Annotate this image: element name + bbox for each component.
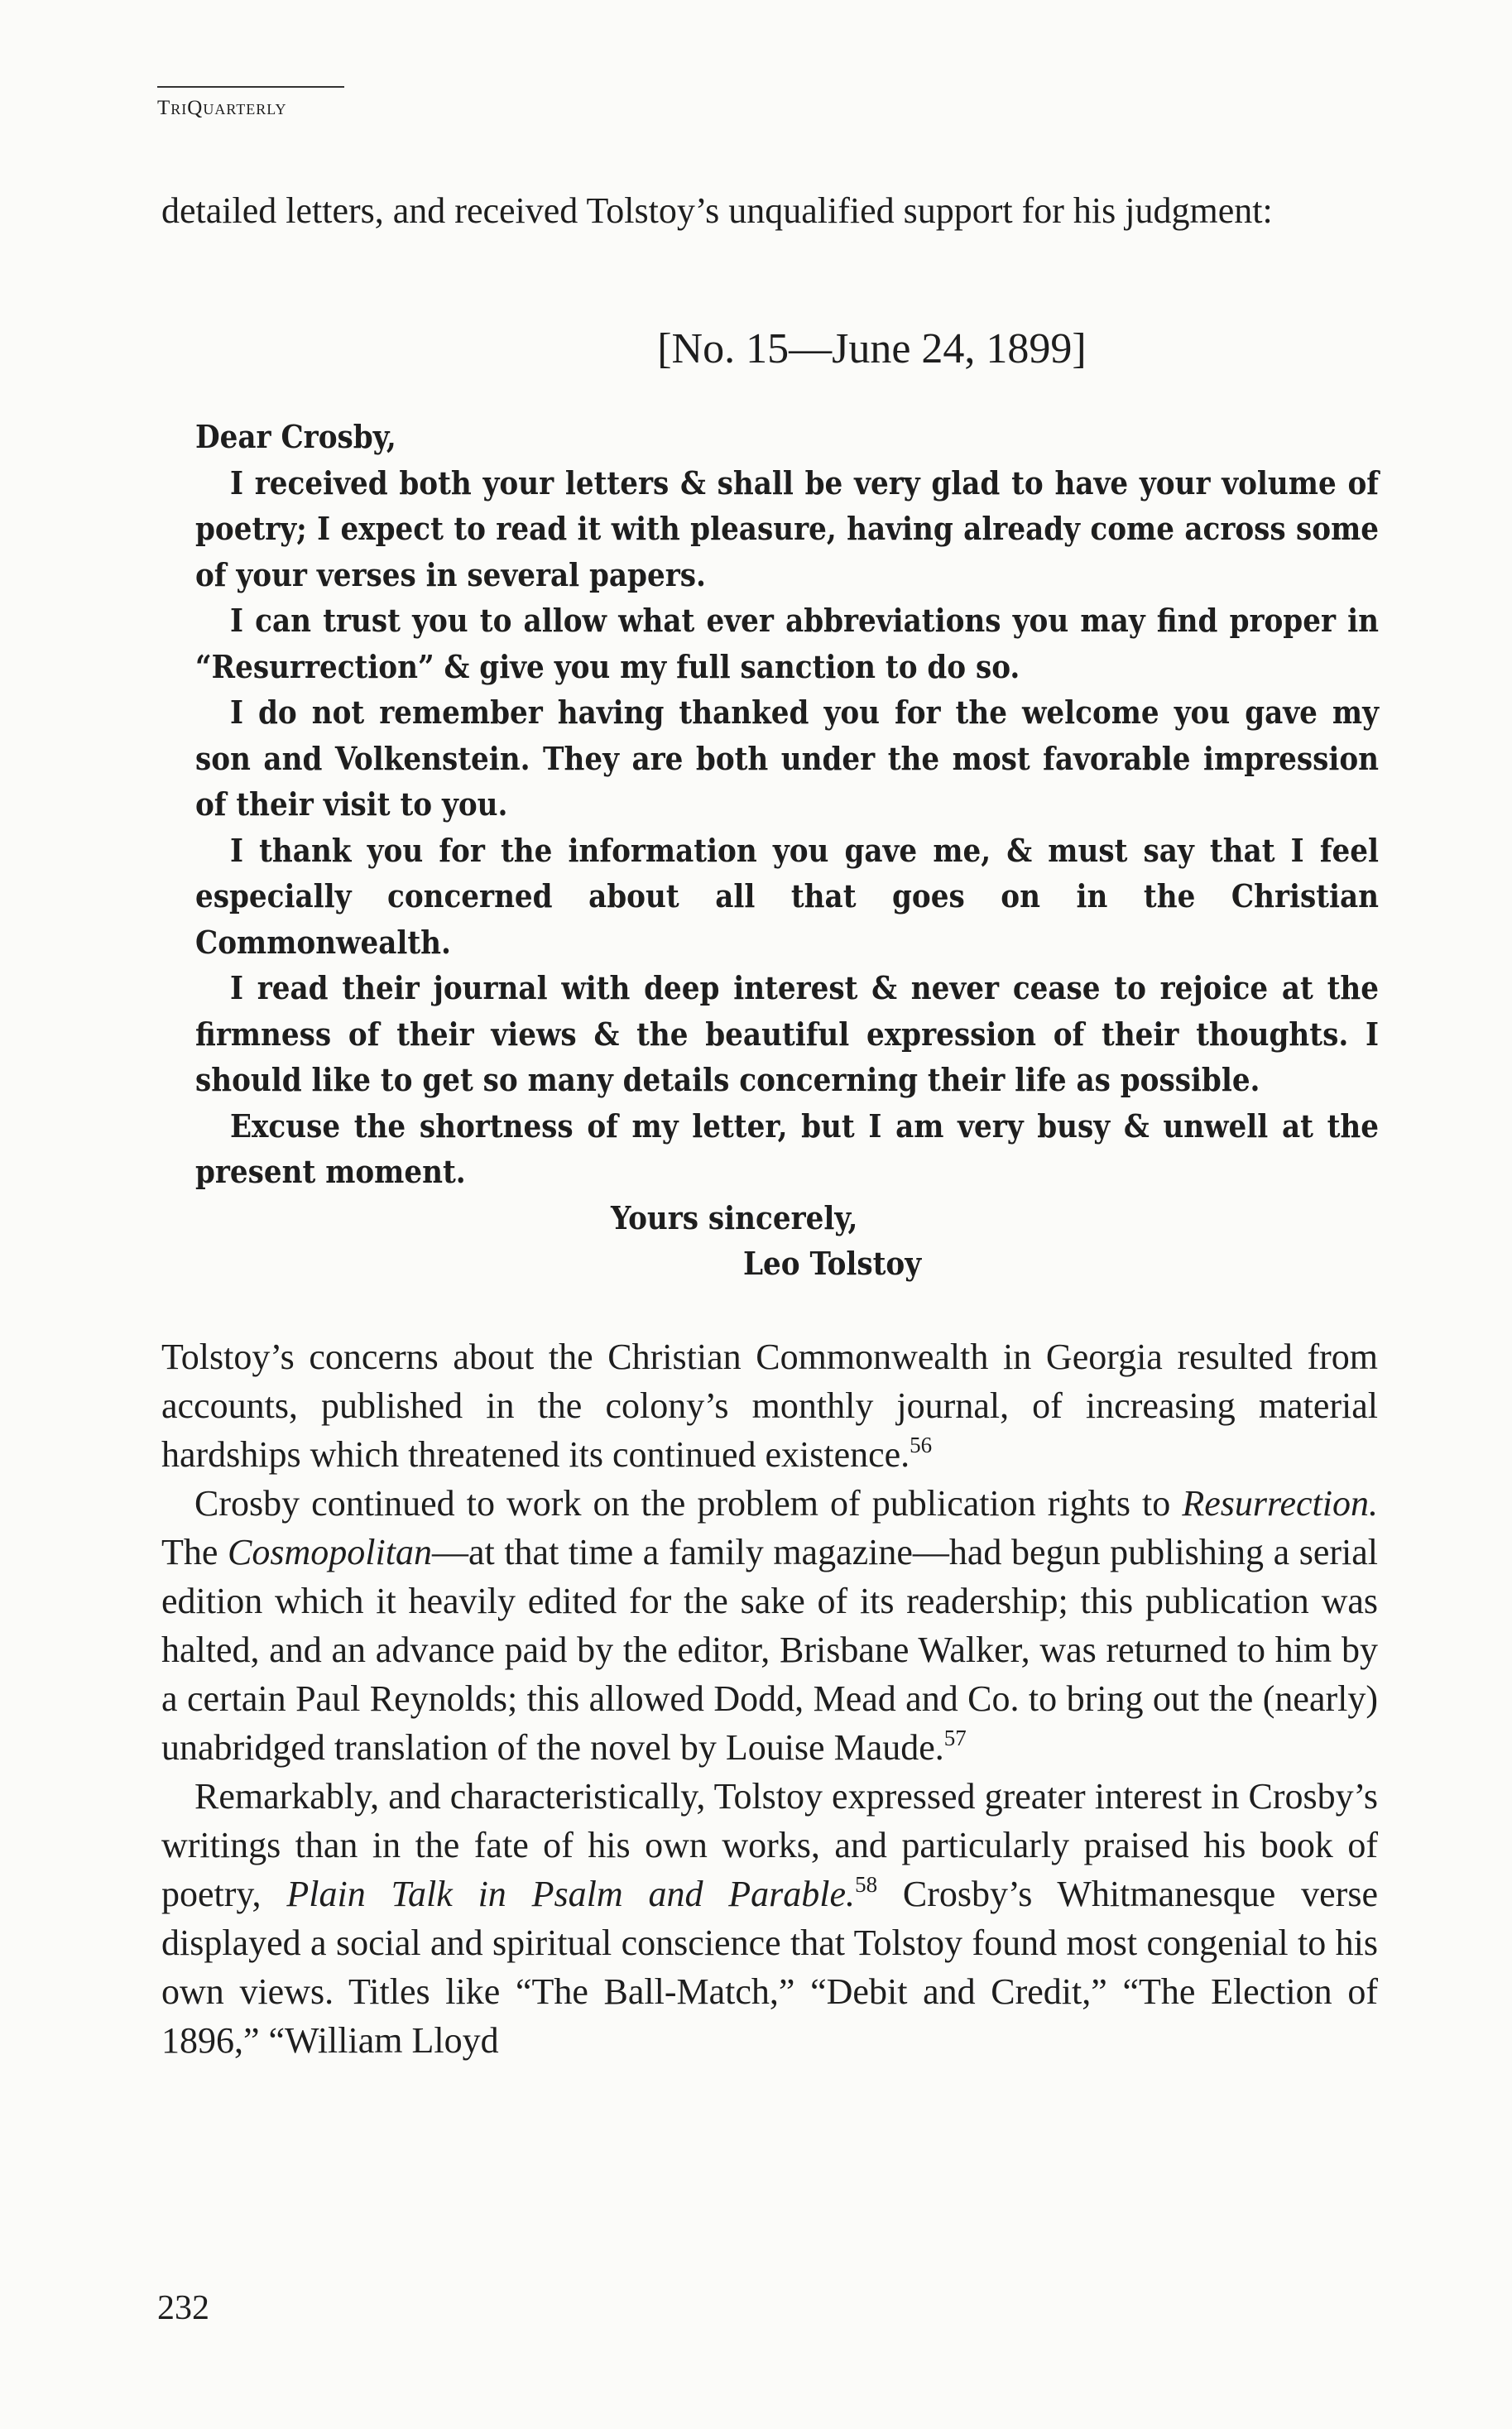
- body-paragraph: [161, 1332, 1378, 1479]
- letter-signature: Leo Tolstoy: [743, 1245, 922, 1282]
- letter-paragraph: I read their journal with deep interest & never cease to rejoice at the firmness of their views & the beautiful expression of their thoughts. I should like to get so many details concerning their life as possible.: [195, 969, 1379, 1098]
- body-text-run: Tolstoy’s concerns about the Christian Commonwealth in Georgia resulted from accounts, published in the colony’s monthly journal, of increasing material hardships which threatened its continued existence.: [161, 1337, 1378, 1475]
- body-text: [161, 1332, 1378, 2065]
- running-head-rule: [157, 86, 344, 88]
- letter-block: [195, 414, 1379, 1287]
- work-title: Resurrection.: [1182, 1483, 1378, 1524]
- running-head: [157, 98, 286, 118]
- body-text-run: —at that time a family magazine—had begun publishing a serial edition which it heavily edited for the sake of its readership; this publication was halted, and an advance paid by the editor, Brisbane Walker, was returned to him by a certain Paul Reynolds; this allowed Dodd, Mead and Co. to bring out the (nearly) unabridged translation of the novel by Louise Maude.: [161, 1532, 1379, 1768]
- body-paragraph: [161, 1772, 1378, 2065]
- journal-title: TriQuarterly: [157, 97, 287, 119]
- letter-paragraph: I received both your letters & shall be very glad to have your volume of poetry; I expect to read it with pleasure, having already come across some of your verses in several papers.: [195, 463, 1379, 593]
- intro-paragraph: detailed letters, and received Tolstoy’s unqualified support for his judgment:: [161, 190, 1273, 231]
- page-number: 232: [157, 2289, 209, 2327]
- letter-salutation: Dear Crosby,: [195, 418, 396, 455]
- body-paragraph: [161, 1479, 1378, 1772]
- work-title: Plain Talk in Psalm and Parable.: [286, 1874, 856, 1914]
- body-text-run: The: [161, 1532, 228, 1572]
- letter-paragraph: I thank you for the information you gave me, & must say that I feel especially concerned about all that goes on in the Christian Commonwealth.: [195, 831, 1379, 961]
- body-text-run: Remarkably, and characteristically, Tolstoy expressed greater interest in Crosby’s writings than in the fate of his own works, and particularly praised his book of poetry,: [161, 1776, 1378, 1914]
- footnote-ref[interactable]: 58: [855, 1872, 878, 1897]
- letter-paragraph: I can trust you to allow what ever abbreviations you may find proper in “Resurrection” & give you my full sanction to do so.: [195, 602, 1379, 685]
- footnote-ref[interactable]: 56: [910, 1433, 933, 1457]
- body-text-run: Crosby’s Whitmanesque verse displayed a social and spiritual conscience that Tolstoy found most congenial to his own views. Titles like “The Ball-Match,” “Debit and Credit,” “The Election of 1896,” “William Lloyd: [161, 1874, 1378, 2061]
- footnote-ref[interactable]: 57: [943, 1726, 967, 1750]
- letter-closing: Yours sincerely,: [611, 1198, 858, 1236]
- letter-paragraph: I do not remember having thanked you for the welcome you gave my son and Volkenstein. They are both under the most favorable impression of their visit to you.: [195, 694, 1379, 823]
- work-title: Cosmopolitan: [228, 1532, 432, 1572]
- letter-paragraph: Excuse the shortness of my letter, but I am very busy & unwell at the present moment.: [195, 1106, 1379, 1190]
- letter-heading: [No. 15—June 24, 1899]: [657, 325, 1087, 372]
- body-text-run: Crosby continued to work on the problem of publication rights to: [194, 1483, 1183, 1524]
